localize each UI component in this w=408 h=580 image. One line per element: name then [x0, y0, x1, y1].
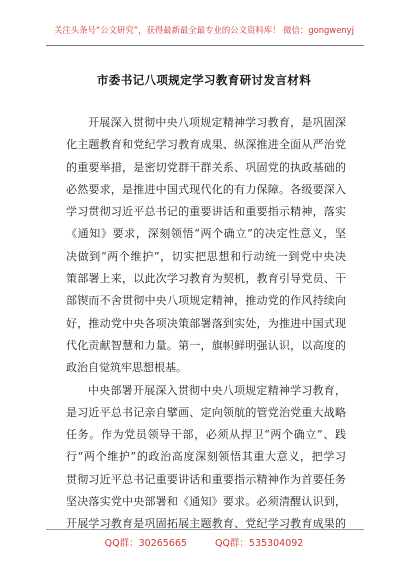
body-line: 坚决落实党中央部署和《通知》要求。必须清醒认识到， — [66, 495, 346, 509]
header-banner: 关注头条号“公文研究”，获得最新最全最专业的公文资料库！ 微信：gongwenyj — [54, 25, 354, 35]
body-line: 《通知》要求，深刻领悟“两个确立”的决定性意义，坚 — [66, 227, 346, 241]
footer — [0, 535, 408, 549]
footer-qq-group-2: QQ群：535304092 — [214, 538, 304, 549]
body-line: 的重要举措，是密切党群干群关系、巩固党的执政基础的 — [66, 160, 346, 174]
body-line: 行“两个维护”的政治高度深刻领悟其重大意义，把学习 — [66, 450, 346, 464]
header-divider — [46, 45, 364, 46]
body-line: 代化贡献智慧和力量。第一，旗帜鲜明强认识，以高度的 — [66, 338, 346, 352]
body-line: 任务。作为党员领导干部，必须从捍卫“两个确立”、践 — [66, 428, 346, 442]
body-line: 是习近平总书记亲自擘画、定向领航的管党治党重大战略 — [66, 405, 346, 419]
body-line: 开展学习教育是巩固拓展主题教育、党纪学习教育成果的 — [66, 517, 346, 531]
body-line: 政治自觉筑牢思想根基。 — [66, 361, 187, 375]
body-line: 中央部署开展深入贯彻中央八项规定精神学习教育， — [88, 383, 346, 397]
body-line: 贯彻习近平总书记重要讲话和重要指示精神作为首要任务 — [66, 472, 346, 486]
footer-divider — [46, 529, 364, 530]
body-line: 学习贯彻习近平总书记的重要讲话和重要指示精神，落实 — [66, 205, 346, 219]
document-title: 市委书记八项规定学习教育研讨发言材料 — [96, 73, 312, 87]
body-line: 化主题教育和党纪学习教育成果、纵深推进全面从严治党 — [66, 138, 346, 152]
body-line: 必然要求，是推进中国式现代化的有力保障。各级要深入 — [66, 182, 346, 196]
document-body — [66, 112, 346, 536]
body-line: 好，推动党中央各项决策部署落到实处，为推进中国式现 — [66, 316, 346, 330]
body-line: 策部署上来，以此次学习教育为契机，教育引导党员、干 — [66, 272, 346, 286]
body-line: 决做到“两个维护”，切实把思想和行动统一到党中央决 — [66, 249, 346, 263]
footer-qq-group-1: QQ群：30265665 — [104, 538, 187, 549]
body-line: 部锲而不舍贯彻中央八项规定精神，推动党的作风持续向 — [66, 294, 346, 308]
body-line: 开展深入贯彻中央八项规定精神学习教育，是巩固深 — [88, 116, 346, 129]
